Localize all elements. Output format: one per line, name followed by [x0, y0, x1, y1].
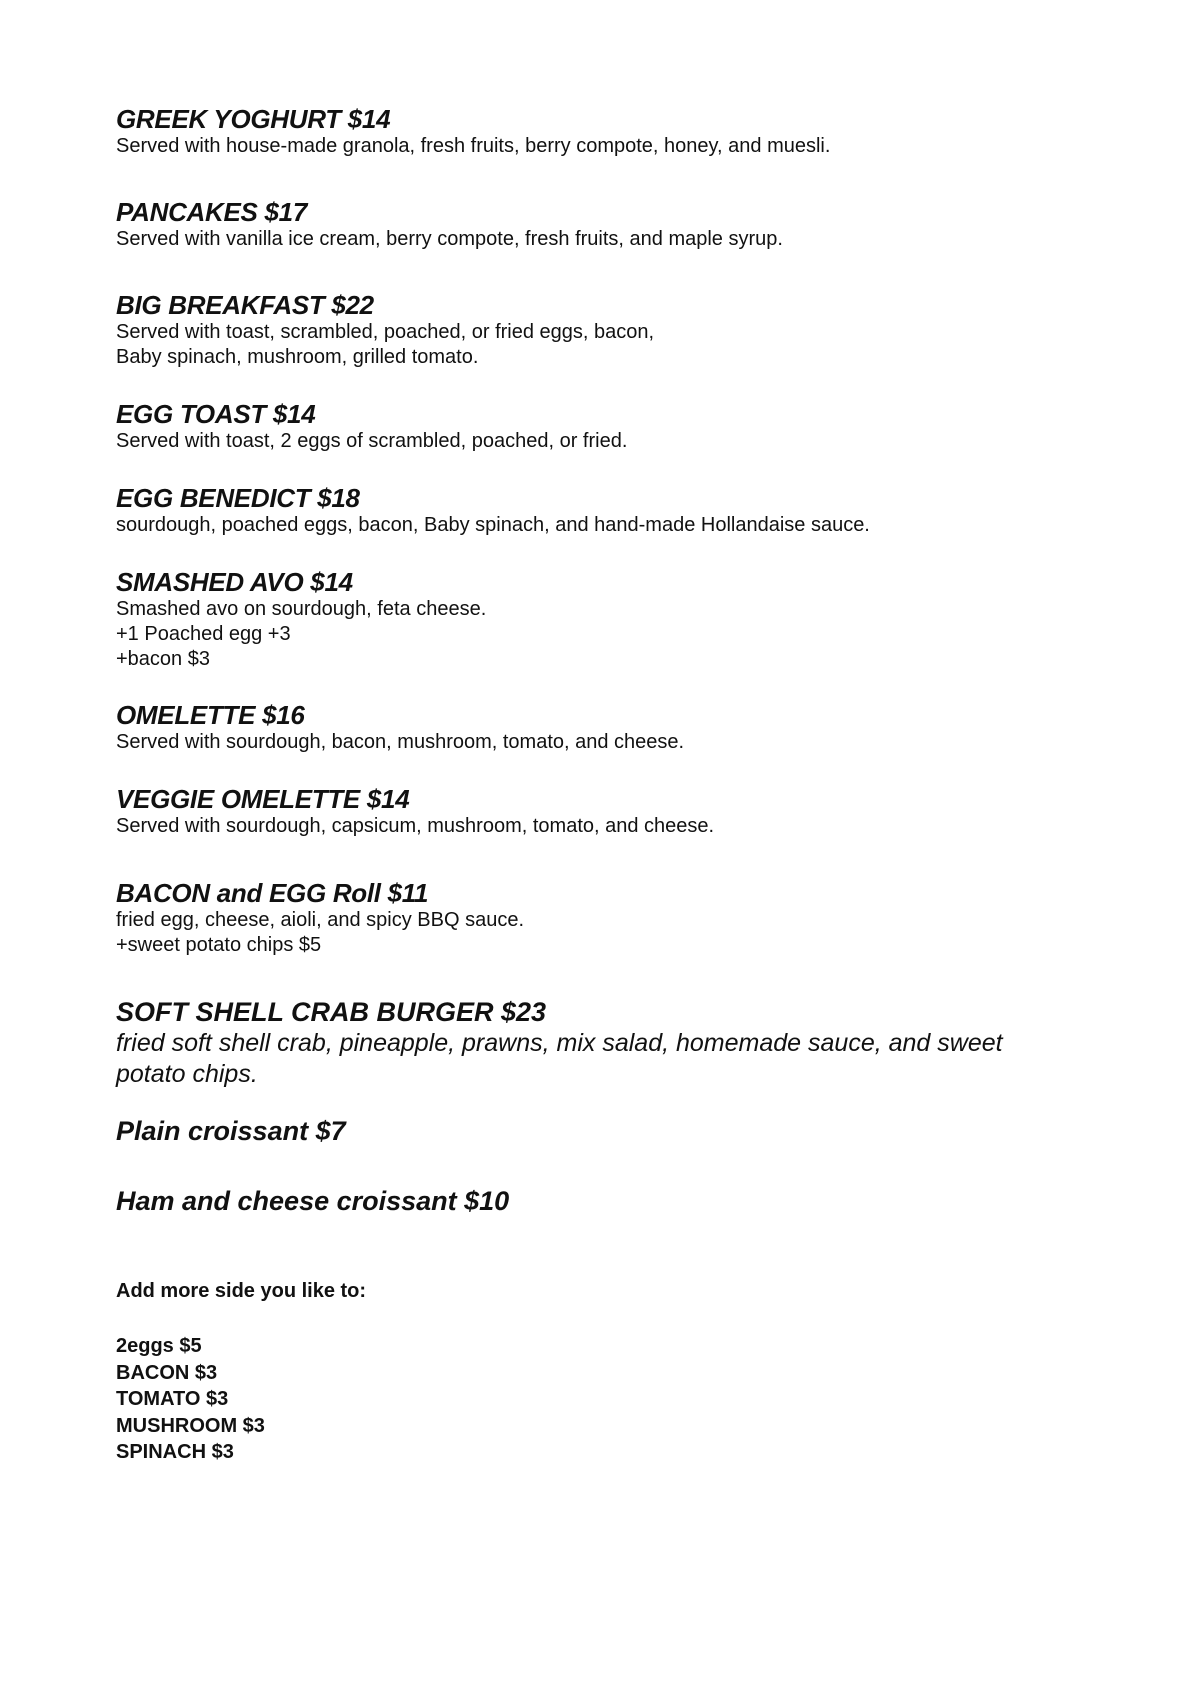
item-description-line: Served with toast, scrambled, poached, or fried eggs, bacon, — [116, 321, 655, 343]
side-item-mushroom: MUSHROOM $3 — [116, 1414, 265, 1437]
menu-item-plain-croissant — [116, 1115, 1116, 1147]
item-title: EGG BENEDICT $18 — [116, 483, 360, 513]
item-description: Served with sourdough, capsicum, mushroom, tomato, and cheese. — [116, 815, 715, 837]
item-title: Plain croissant $7 — [116, 1116, 346, 1146]
item-addon-line: +sweet potato chips $5 — [116, 934, 322, 956]
item-description: sourdough, poached eggs, bacon, Baby spinach, and hand-made Hollandaise sauce. — [116, 514, 870, 536]
item-addon-line: +bacon $3 — [116, 648, 210, 670]
menu-item-big-breakfast — [116, 290, 1116, 370]
item-description: Served with house-made granola, fresh fruits, berry compote, honey, and muesli. — [116, 135, 831, 157]
item-title: SOFT SHELL CRAB BURGER $23 — [116, 997, 547, 1027]
menu-item-veggie-omelette — [116, 784, 1116, 839]
item-title: OMELETTE $16 — [116, 700, 305, 730]
item-title: PANCAKES $17 — [116, 197, 307, 227]
item-description-line: Smashed avo on sourdough, feta cheese. — [116, 598, 487, 620]
menu-item-egg-benedict — [116, 483, 1116, 538]
menu-item-smashed-avo — [116, 567, 1116, 672]
item-addon-line: +1 Poached egg +3 — [116, 623, 291, 645]
item-title: SMASHED AVO $14 — [116, 567, 353, 597]
menu-item-greek-yoghurt — [116, 104, 1116, 159]
item-title: Ham and cheese croissant $10 — [116, 1186, 510, 1216]
side-item-tomato: TOMATO $3 — [116, 1388, 229, 1410]
item-description-line: Baby spinach, mushroom, grilled tomato. — [116, 346, 479, 368]
menu-item-pancakes — [116, 197, 1116, 252]
item-description: Served with vanilla ice cream, berry compote, fresh fruits, and maple syrup. — [116, 228, 783, 250]
menu-item-omelette — [116, 700, 1116, 755]
side-item-eggs: 2eggs $5 — [116, 1335, 202, 1357]
item-title: VEGGIE OMELETTE $14 — [116, 784, 410, 814]
item-description: Served with sourdough, bacon, mushroom, tomato, and cheese. — [116, 731, 685, 753]
item-title: BIG BREAKFAST $22 — [116, 290, 374, 320]
side-item-bacon: BACON $3 — [116, 1361, 218, 1384]
sides-section — [116, 1279, 1116, 1303]
sides-list-container — [116, 1333, 1116, 1466]
item-title: BACON and EGG Roll $11 — [116, 878, 429, 908]
menu-item-crab-burger — [116, 996, 1076, 1090]
sides-heading: Add more side you like to: — [116, 1280, 367, 1302]
item-description: fried soft shell crab, pineapple, prawns, mix salad, homemade sauce, and sweet potato chips. — [116, 1029, 1003, 1088]
sides-list — [116, 1333, 1116, 1466]
item-description: Served with toast, 2 eggs of scrambled, poached, or fried. — [116, 430, 628, 452]
item-title: EGG TOAST $14 — [116, 399, 316, 429]
side-item-spinach: SPINACH $3 — [116, 1441, 234, 1463]
item-description-line: fried egg, cheese, aioli, and spicy BBQ sauce. — [116, 909, 525, 931]
menu-item-ham-cheese-croissant — [116, 1185, 1116, 1217]
menu-item-egg-toast — [116, 399, 1116, 454]
item-title: GREEK YOGHURT $14 — [116, 104, 391, 134]
menu-item-bacon-egg-roll — [116, 878, 1116, 958]
